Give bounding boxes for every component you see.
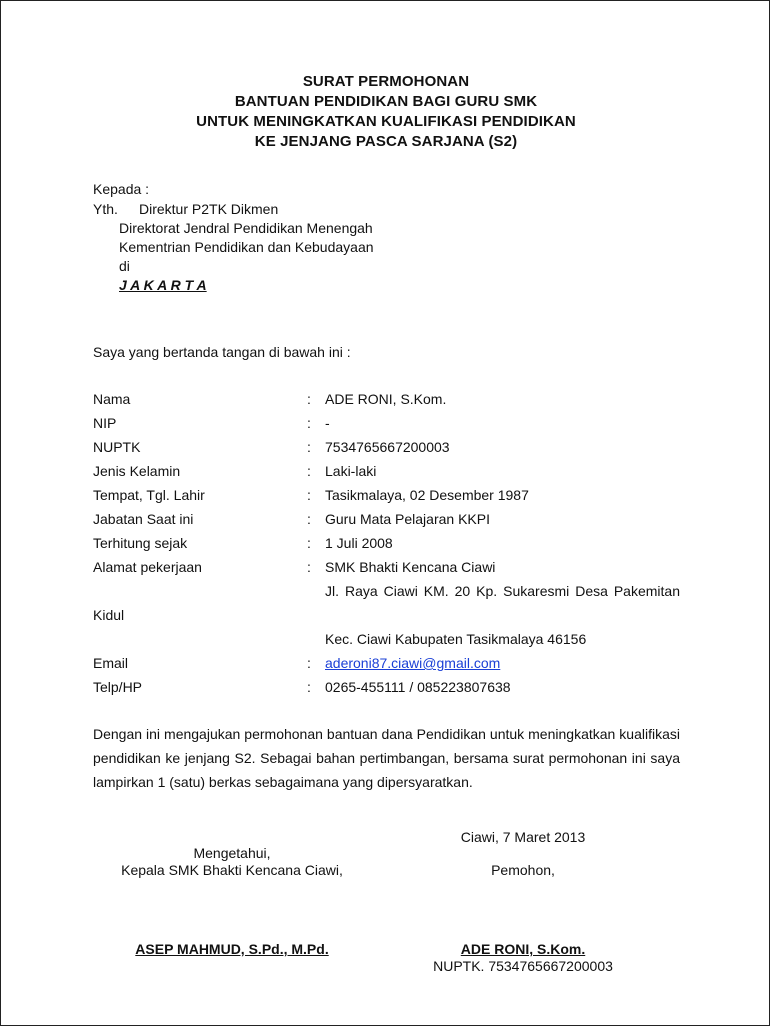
pemohon-label: Pemohon, xyxy=(491,862,555,878)
field-value-jabatan: Guru Mata Pelajaran KKPI xyxy=(325,511,490,527)
signatory-left-name: ASEP MAHMUD, S.Pd., M.Pd. xyxy=(135,941,329,957)
title-line-4: KE JENJANG PASCA SARJANA (S2) xyxy=(254,133,518,150)
field-value-jenis-kelamin: Laki-laki xyxy=(325,463,377,479)
field-label-nip: NIP xyxy=(93,415,117,431)
field-label-nuptk: NUPTK xyxy=(93,439,141,455)
addressee-line-1: Direktur P2TK Dikmen xyxy=(139,201,279,217)
kepada-label: Kepada : xyxy=(93,181,150,197)
place-date: Ciawi, 7 Maret 2013 xyxy=(460,829,586,845)
field-label-nama: Nama xyxy=(93,391,131,407)
title-line-2: BANTUAN PENDIDIKAN BAGI GURU SMK xyxy=(234,93,538,110)
kepala-label: Kepala SMK Bhakti Kencana Ciawi, xyxy=(121,862,343,878)
addressee-line-2: Direktorat Jendral Pendidikan Menengah xyxy=(119,220,373,236)
field-value-ttl: Tasikmalaya, 02 Desember 1987 xyxy=(325,487,529,503)
email-link[interactable]: aderoni87.ciawi@gmail.com xyxy=(325,655,501,671)
field-label-telp: Telp/HP xyxy=(93,679,143,695)
field-value-alamat-line-2-wrap: Kidul xyxy=(93,607,125,623)
field-label-ttl: Tempat, Tgl. Lahir xyxy=(93,487,205,503)
field-value-nip: - xyxy=(325,415,330,431)
field-value-nama: ADE RONI, S.Kom. xyxy=(325,391,447,407)
addressee-line-3: Kementrian Pendidikan dan Kebudayaan xyxy=(119,239,374,255)
field-value-nuptk: 7534765667200003 xyxy=(325,439,450,455)
intro-text: Saya yang bertanda tangan di bawah ini : xyxy=(93,344,351,360)
field-label-alamat: Alamat pekerjaan xyxy=(93,559,202,575)
field-label-jabatan: Jabatan Saat ini xyxy=(93,511,194,527)
field-colon: : xyxy=(307,559,311,575)
body-line-1: Dengan ini mengajukan permohonan bantuan dana Pendidikan untuk meningkatkan kualifikasi xyxy=(93,726,680,742)
addressee-line-4: di xyxy=(119,258,130,274)
field-colon: : xyxy=(307,391,311,407)
field-colon: : xyxy=(307,655,311,671)
field-colon: : xyxy=(307,679,311,695)
field-value-alamat-line-1: SMK Bhakti Kencana Ciawi xyxy=(325,559,496,575)
title-line-3: UNTUK MENINGKATKAN KUALIFIKASI PENDIDIKAN xyxy=(196,113,576,130)
field-colon: : xyxy=(307,439,311,455)
body-line-2: pendidikan ke jenjang S2. Sebagai bahan pertimbangan, bersama surat permohonan ini saya xyxy=(93,750,680,766)
body-line-3: lampirkan 1 (satu) berkas sebagaimana yang dipersyaratkan. xyxy=(93,774,473,790)
field-label-email: Email xyxy=(93,655,129,671)
mengetahui-label: Mengetahui, xyxy=(193,845,271,861)
signatory-right-id: NUPTK. 7534765667200003 xyxy=(433,958,613,974)
addressee-city: J A K A R T A xyxy=(119,277,207,293)
field-colon: : xyxy=(307,487,311,503)
field-value-alamat-line-2: Jl. Raya Ciawi KM. 20 Kp. Sukaresmi Desa Pakemitan xyxy=(325,583,680,599)
field-colon: : xyxy=(307,535,311,551)
field-colon: : xyxy=(307,415,311,431)
field-label-jenis-kelamin: Jenis Kelamin xyxy=(93,463,181,479)
title-line-1: SURAT PERMOHONAN xyxy=(302,73,470,90)
field-value-telp: 0265-455111 / 085223807638 xyxy=(325,679,511,695)
field-colon: : xyxy=(307,511,311,527)
field-value-terhitung: 1 Juli 2008 xyxy=(325,535,393,551)
yth-label: Yth. xyxy=(93,201,118,217)
field-colon: : xyxy=(307,463,311,479)
signatory-right-name: ADE RONI, S.Kom. xyxy=(460,941,586,957)
field-label-terhitung: Terhitung sejak xyxy=(93,535,188,551)
field-value-alamat-line-3: Kec. Ciawi Kabupaten Tasikmalaya 46156 xyxy=(325,631,587,647)
